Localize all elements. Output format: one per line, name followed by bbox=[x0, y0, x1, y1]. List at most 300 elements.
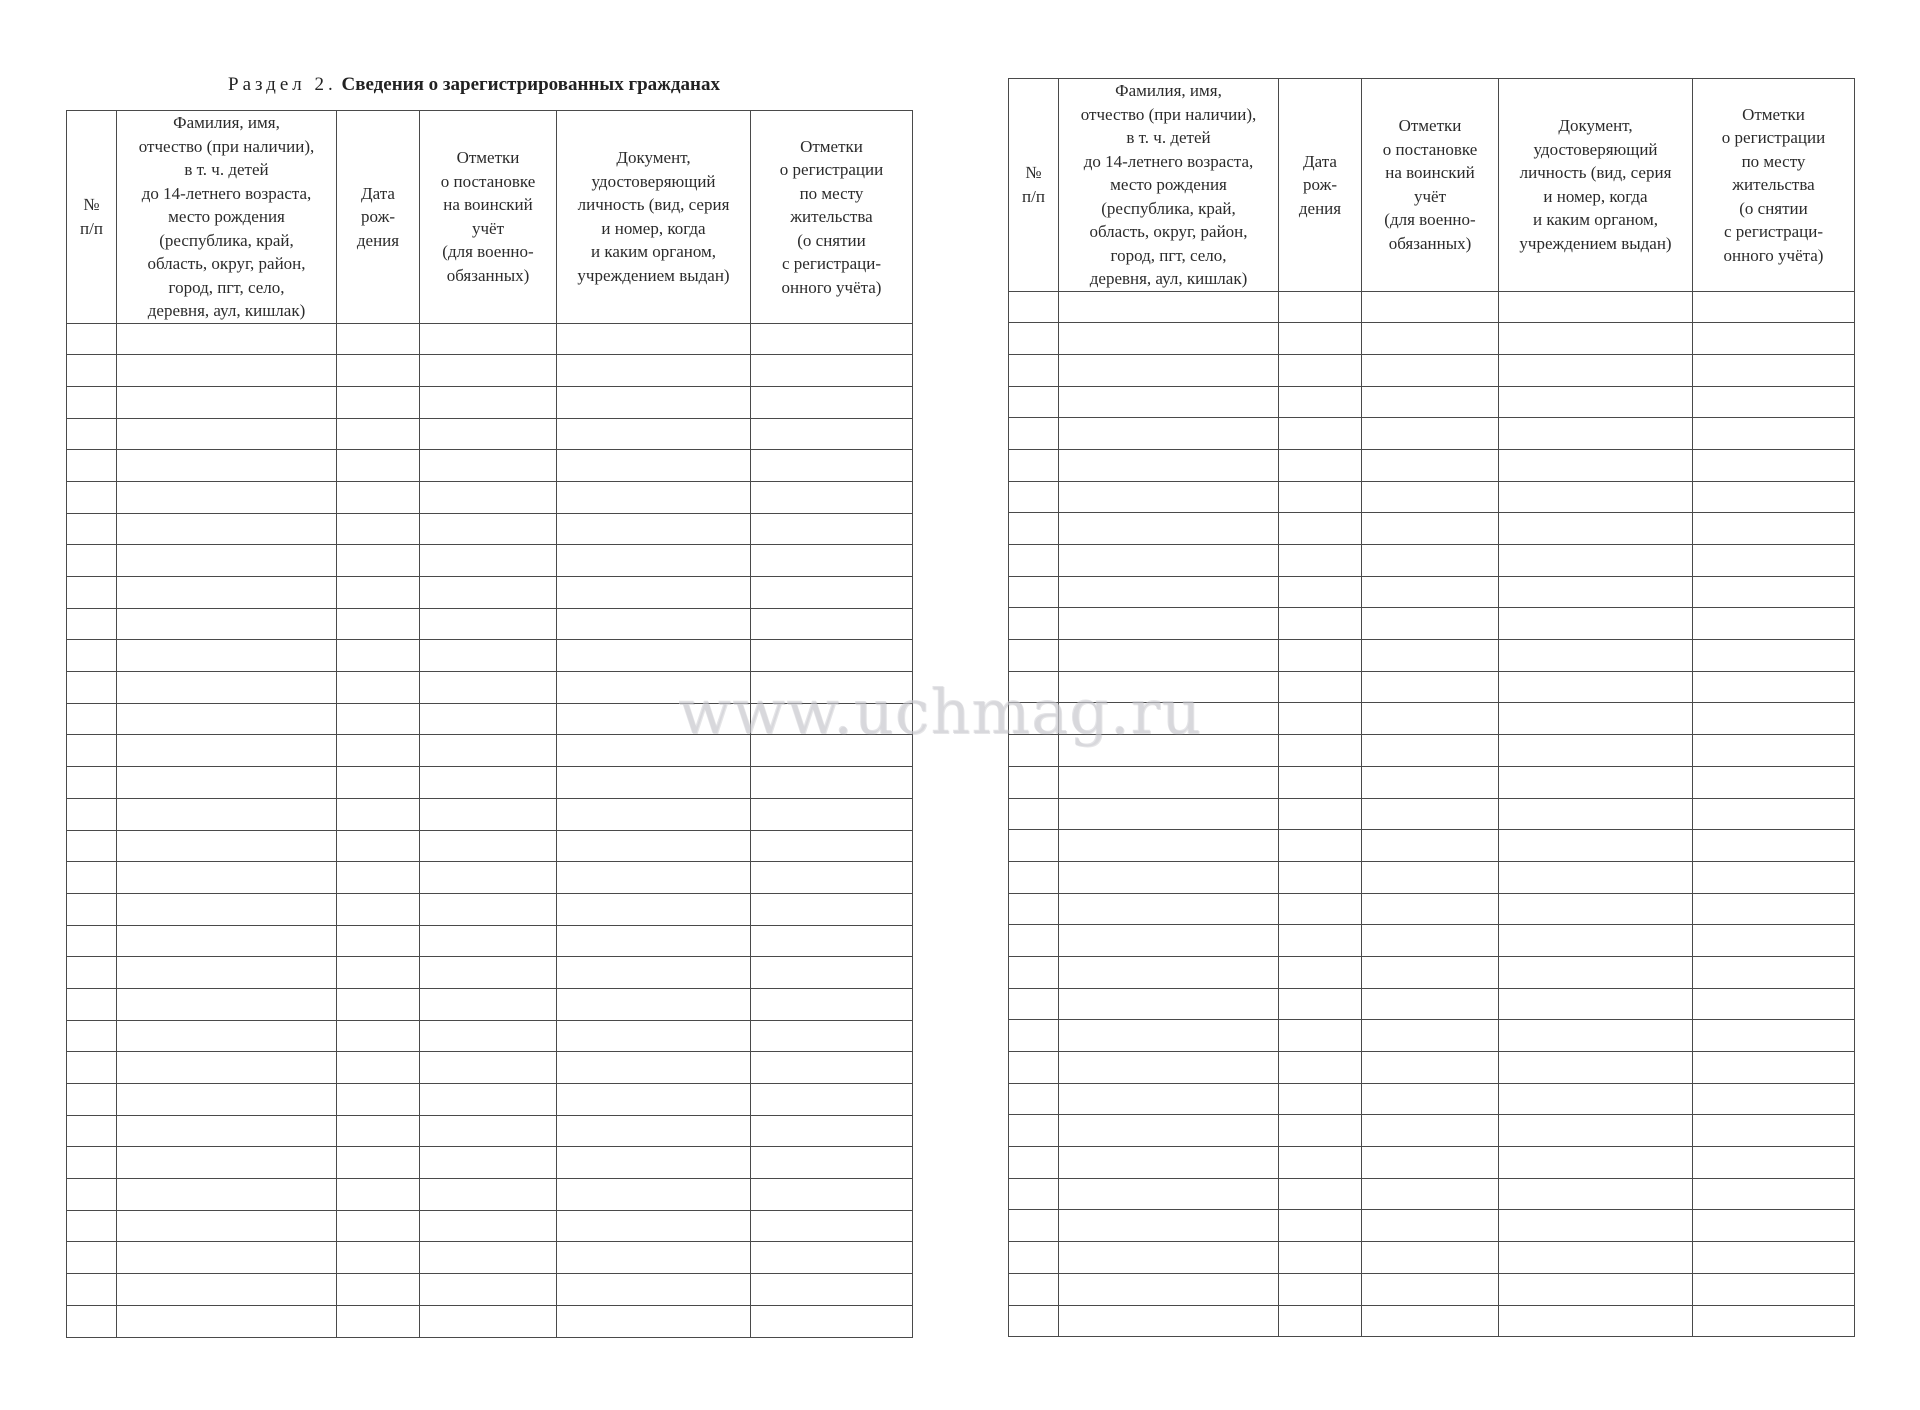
table-cell bbox=[1059, 1242, 1279, 1274]
table-cell bbox=[751, 323, 913, 355]
table-row bbox=[1009, 1115, 1855, 1147]
table-row bbox=[67, 577, 913, 609]
table-cell bbox=[1279, 545, 1362, 577]
table-cell bbox=[1279, 766, 1362, 798]
table-cell bbox=[1059, 956, 1279, 988]
table-cell bbox=[1059, 1052, 1279, 1084]
table-cell bbox=[1499, 354, 1693, 386]
table-cell bbox=[557, 545, 751, 577]
table-row bbox=[1009, 1147, 1855, 1179]
table-cell bbox=[1693, 1020, 1855, 1052]
table-cell bbox=[751, 988, 913, 1020]
table-cell bbox=[1693, 576, 1855, 608]
table-cell bbox=[1499, 576, 1693, 608]
table-cell bbox=[420, 577, 557, 609]
table-cell bbox=[751, 386, 913, 418]
table-cell bbox=[67, 1115, 117, 1147]
table-cell bbox=[337, 925, 420, 957]
table-row bbox=[1009, 513, 1855, 545]
table-cell bbox=[1279, 1273, 1362, 1305]
table-cell bbox=[337, 577, 420, 609]
table-row bbox=[1009, 291, 1855, 323]
table-cell bbox=[1499, 1115, 1693, 1147]
table-cell bbox=[1499, 830, 1693, 862]
table-cell bbox=[1693, 1178, 1855, 1210]
table-cell bbox=[1499, 893, 1693, 925]
table-cell bbox=[1009, 830, 1059, 862]
table-cell bbox=[420, 355, 557, 387]
table-cell bbox=[1009, 925, 1059, 957]
table-cell bbox=[1499, 1147, 1693, 1179]
table-cell bbox=[1009, 1178, 1059, 1210]
table-cell bbox=[1279, 513, 1362, 545]
table-cell bbox=[751, 608, 913, 640]
table-cell bbox=[1362, 1210, 1499, 1242]
table-cell bbox=[337, 798, 420, 830]
table-cell bbox=[1059, 1020, 1279, 1052]
table-cell bbox=[1059, 1083, 1279, 1115]
table-cell bbox=[1009, 545, 1059, 577]
table-cell bbox=[117, 513, 337, 545]
table-cell bbox=[67, 608, 117, 640]
table-cell bbox=[67, 672, 117, 704]
table-cell bbox=[1009, 640, 1059, 672]
table-cell bbox=[337, 608, 420, 640]
table-cell bbox=[1499, 323, 1693, 355]
table-cell bbox=[751, 957, 913, 989]
watermark: www.uchmag.ru bbox=[678, 675, 1202, 748]
table-cell bbox=[557, 1020, 751, 1052]
table-cell bbox=[67, 1242, 117, 1274]
table-cell bbox=[337, 830, 420, 862]
table-cell bbox=[420, 640, 557, 672]
table-cell bbox=[117, 1020, 337, 1052]
table-cell bbox=[420, 545, 557, 577]
table-cell bbox=[420, 1020, 557, 1052]
table-cell bbox=[1693, 861, 1855, 893]
table-cell bbox=[751, 1052, 913, 1084]
table-cell bbox=[117, 1210, 337, 1242]
table-cell bbox=[420, 735, 557, 767]
table-cell bbox=[337, 1147, 420, 1179]
table-cell bbox=[420, 1052, 557, 1084]
table-row bbox=[67, 1084, 913, 1116]
table-cell bbox=[1499, 386, 1693, 418]
table-cell bbox=[337, 418, 420, 450]
table-cell bbox=[1499, 1273, 1693, 1305]
table-cell bbox=[1693, 608, 1855, 640]
column-header-birth-date: Дата рож- дения bbox=[1279, 79, 1362, 292]
table-cell bbox=[117, 1274, 337, 1306]
table-cell bbox=[1009, 1242, 1059, 1274]
table-cell bbox=[1362, 671, 1499, 703]
table-cell bbox=[1009, 386, 1059, 418]
table-cell bbox=[1279, 1115, 1362, 1147]
table-cell bbox=[1362, 1115, 1499, 1147]
table-cell bbox=[1499, 1083, 1693, 1115]
table-cell bbox=[1279, 956, 1362, 988]
table-cell bbox=[1693, 703, 1855, 735]
table-cell bbox=[420, 386, 557, 418]
table-cell bbox=[557, 925, 751, 957]
table-row bbox=[67, 481, 913, 513]
table-row bbox=[1009, 354, 1855, 386]
table-cell bbox=[337, 386, 420, 418]
table-cell bbox=[1279, 386, 1362, 418]
table-row bbox=[1009, 608, 1855, 640]
table-cell bbox=[117, 481, 337, 513]
table-cell bbox=[1693, 798, 1855, 830]
table-cell bbox=[557, 1084, 751, 1116]
table-cell bbox=[1693, 893, 1855, 925]
table-cell bbox=[557, 355, 751, 387]
table-cell bbox=[1499, 640, 1693, 672]
table-cell bbox=[1009, 576, 1059, 608]
table-cell bbox=[1059, 291, 1279, 323]
table-cell bbox=[420, 513, 557, 545]
table-cell bbox=[1009, 893, 1059, 925]
table-cell bbox=[1279, 449, 1362, 481]
table-cell bbox=[751, 355, 913, 387]
table-cell bbox=[420, 893, 557, 925]
table-cell bbox=[337, 672, 420, 704]
table-row bbox=[1009, 481, 1855, 513]
table-cell bbox=[337, 1274, 420, 1306]
section-title bbox=[228, 74, 720, 96]
table-row bbox=[67, 386, 913, 418]
table-cell bbox=[557, 608, 751, 640]
table-cell bbox=[1362, 1147, 1499, 1179]
column-header-number: № п/п bbox=[67, 111, 117, 324]
table-cell bbox=[1362, 608, 1499, 640]
table-cell bbox=[67, 735, 117, 767]
table-cell bbox=[1693, 735, 1855, 767]
table-cell bbox=[67, 703, 117, 735]
table-cell bbox=[117, 355, 337, 387]
table-cell bbox=[557, 323, 751, 355]
table-cell bbox=[1009, 1083, 1059, 1115]
table-cell bbox=[1362, 354, 1499, 386]
table-cell bbox=[1499, 956, 1693, 988]
table-cell bbox=[557, 1242, 751, 1274]
table-cell bbox=[337, 640, 420, 672]
table-row bbox=[1009, 1020, 1855, 1052]
table-cell bbox=[1362, 1083, 1499, 1115]
table-cell bbox=[1059, 766, 1279, 798]
table-row bbox=[1009, 1052, 1855, 1084]
table-cell bbox=[1009, 1052, 1059, 1084]
table-cell bbox=[420, 481, 557, 513]
table-cell bbox=[1693, 323, 1855, 355]
column-header-military-registration: Отметки о постановке на воинский учёт (для военно- обязанных) bbox=[420, 111, 557, 324]
table-cell bbox=[117, 323, 337, 355]
table-cell bbox=[1059, 513, 1279, 545]
table-cell bbox=[1362, 291, 1499, 323]
table-cell bbox=[337, 735, 420, 767]
table-row bbox=[1009, 1210, 1855, 1242]
table-cell bbox=[1059, 830, 1279, 862]
table-cell bbox=[420, 1179, 557, 1211]
table-cell bbox=[1499, 798, 1693, 830]
table-row bbox=[1009, 830, 1855, 862]
table-cell bbox=[420, 1242, 557, 1274]
table-cell bbox=[1499, 418, 1693, 450]
table-row bbox=[67, 355, 913, 387]
table-cell bbox=[1059, 1273, 1279, 1305]
table-cell bbox=[117, 830, 337, 862]
table-cell bbox=[1499, 925, 1693, 957]
table-cell bbox=[1059, 1178, 1279, 1210]
table-cell bbox=[67, 798, 117, 830]
table-row bbox=[1009, 988, 1855, 1020]
table-cell bbox=[117, 1242, 337, 1274]
table-cell bbox=[337, 545, 420, 577]
table-cell bbox=[1362, 545, 1499, 577]
table-cell bbox=[1499, 1210, 1693, 1242]
table-row bbox=[67, 830, 913, 862]
table-cell bbox=[1362, 830, 1499, 862]
table-cell bbox=[1362, 449, 1499, 481]
table-cell bbox=[557, 1052, 751, 1084]
table-cell bbox=[1693, 291, 1855, 323]
table-cell bbox=[1279, 354, 1362, 386]
table-cell bbox=[751, 1179, 913, 1211]
table-cell bbox=[67, 450, 117, 482]
table-cell bbox=[557, 1147, 751, 1179]
table-cell bbox=[1279, 703, 1362, 735]
table-cell bbox=[117, 1147, 337, 1179]
table-cell bbox=[117, 1305, 337, 1337]
table-cell bbox=[67, 1052, 117, 1084]
table-cell bbox=[1009, 449, 1059, 481]
table-cell bbox=[1059, 640, 1279, 672]
table-cell bbox=[751, 577, 913, 609]
table-cell bbox=[1009, 1273, 1059, 1305]
table-cell bbox=[1693, 513, 1855, 545]
column-header-identity-document: Документ, удостоверяющий личность (вид, серия и номер, когда и каким органом, учреждением выдан) bbox=[557, 111, 751, 324]
table-cell bbox=[420, 862, 557, 894]
column-header-residence-registration: Отметки о регистрации по месту жительства (о снятии с регистраци- онного учёта) bbox=[1693, 79, 1855, 292]
table-cell bbox=[1362, 513, 1499, 545]
table-cell bbox=[1279, 1147, 1362, 1179]
table-cell bbox=[557, 957, 751, 989]
table-cell bbox=[1009, 798, 1059, 830]
table-cell bbox=[337, 767, 420, 799]
table-cell bbox=[420, 1274, 557, 1306]
table-row bbox=[67, 1305, 913, 1337]
table-cell bbox=[1693, 418, 1855, 450]
table-cell bbox=[67, 1147, 117, 1179]
table-cell bbox=[420, 957, 557, 989]
table-cell bbox=[751, 893, 913, 925]
table-cell bbox=[117, 1052, 337, 1084]
table-cell bbox=[557, 481, 751, 513]
table-cell bbox=[337, 323, 420, 355]
table-cell bbox=[117, 1179, 337, 1211]
table-cell bbox=[117, 640, 337, 672]
table-cell bbox=[337, 988, 420, 1020]
table-cell bbox=[557, 767, 751, 799]
table-cell bbox=[1009, 513, 1059, 545]
table-cell bbox=[420, 767, 557, 799]
table-cell bbox=[1362, 1178, 1499, 1210]
table-cell bbox=[420, 798, 557, 830]
table-row bbox=[67, 1147, 913, 1179]
table-cell bbox=[1279, 1178, 1362, 1210]
table-cell bbox=[1279, 798, 1362, 830]
table-cell bbox=[117, 608, 337, 640]
table-cell bbox=[67, 513, 117, 545]
table-cell bbox=[67, 1210, 117, 1242]
table-cell bbox=[751, 1274, 913, 1306]
table-cell bbox=[1009, 354, 1059, 386]
table-cell bbox=[420, 672, 557, 704]
table-cell bbox=[337, 450, 420, 482]
table-cell bbox=[1059, 481, 1279, 513]
table-cell bbox=[751, 1210, 913, 1242]
table-cell bbox=[1499, 671, 1693, 703]
table-row bbox=[67, 1179, 913, 1211]
table-cell bbox=[1279, 323, 1362, 355]
table-cell bbox=[67, 640, 117, 672]
table-row bbox=[1009, 640, 1855, 672]
table-cell bbox=[1362, 481, 1499, 513]
table-cell bbox=[751, 925, 913, 957]
table-cell bbox=[1693, 830, 1855, 862]
table-cell bbox=[1059, 386, 1279, 418]
table-cell bbox=[557, 418, 751, 450]
table-cell bbox=[67, 1020, 117, 1052]
table-cell bbox=[1009, 988, 1059, 1020]
table-cell bbox=[1279, 576, 1362, 608]
table-row bbox=[1009, 1273, 1855, 1305]
table-cell bbox=[557, 1179, 751, 1211]
table-row bbox=[1009, 861, 1855, 893]
table-cell bbox=[751, 862, 913, 894]
table-cell bbox=[751, 513, 913, 545]
table-cell bbox=[1362, 735, 1499, 767]
table-cell bbox=[1279, 1020, 1362, 1052]
table-cell bbox=[337, 1020, 420, 1052]
table-cell bbox=[1009, 608, 1059, 640]
table-cell bbox=[1009, 766, 1059, 798]
table-cell bbox=[1499, 545, 1693, 577]
table-cell bbox=[1693, 1052, 1855, 1084]
table-cell bbox=[1279, 1083, 1362, 1115]
table-row bbox=[1009, 1242, 1855, 1274]
table-cell bbox=[1362, 893, 1499, 925]
table-cell bbox=[751, 640, 913, 672]
table-cell bbox=[1693, 354, 1855, 386]
table-cell bbox=[1693, 956, 1855, 988]
table-cell bbox=[337, 1242, 420, 1274]
table-cell bbox=[117, 577, 337, 609]
table-cell bbox=[67, 545, 117, 577]
table-cell bbox=[67, 1274, 117, 1306]
table-cell bbox=[1059, 545, 1279, 577]
section-name: Сведения о зарегистрированных гражданах bbox=[341, 74, 720, 95]
table-cell bbox=[117, 450, 337, 482]
table-row bbox=[67, 545, 913, 577]
table-cell bbox=[1059, 1210, 1279, 1242]
table-cell bbox=[1693, 481, 1855, 513]
table-row bbox=[1009, 576, 1855, 608]
table-cell bbox=[337, 1210, 420, 1242]
table-cell bbox=[1362, 988, 1499, 1020]
section-prefix: Раздел 2. bbox=[228, 74, 337, 95]
table-cell bbox=[557, 640, 751, 672]
table-row bbox=[67, 513, 913, 545]
table-cell bbox=[751, 1020, 913, 1052]
table-cell bbox=[1693, 1083, 1855, 1115]
table-cell bbox=[420, 323, 557, 355]
table-cell bbox=[67, 418, 117, 450]
table-cell bbox=[1059, 608, 1279, 640]
table-row bbox=[67, 1274, 913, 1306]
table-cell bbox=[67, 1179, 117, 1211]
table-cell bbox=[1279, 1242, 1362, 1274]
table-cell bbox=[1009, 418, 1059, 450]
table-cell bbox=[1693, 1210, 1855, 1242]
column-header-full-name: Фамилия, имя, отчество (при наличии), в т. ч. детей до 14-летнего возраста, место рождения (республика, край, область, округ, район, город, пгт, село, деревня, аул, кишлак) bbox=[117, 111, 337, 324]
table-cell bbox=[751, 418, 913, 450]
table-row bbox=[1009, 1083, 1855, 1115]
table-cell bbox=[117, 418, 337, 450]
table-cell bbox=[1499, 291, 1693, 323]
table-cell bbox=[1059, 925, 1279, 957]
table-cell bbox=[1009, 1305, 1059, 1337]
table-cell bbox=[1362, 1305, 1499, 1337]
table-cell bbox=[337, 513, 420, 545]
table-cell bbox=[1362, 925, 1499, 957]
table-cell bbox=[557, 1274, 751, 1306]
table-cell bbox=[117, 893, 337, 925]
table-cell bbox=[337, 862, 420, 894]
table-cell bbox=[1279, 1305, 1362, 1337]
table-cell bbox=[557, 513, 751, 545]
table-cell bbox=[1059, 354, 1279, 386]
table-cell bbox=[420, 703, 557, 735]
table-cell bbox=[1362, 1273, 1499, 1305]
table-cell bbox=[117, 735, 337, 767]
table-cell bbox=[117, 988, 337, 1020]
table-cell bbox=[1499, 1052, 1693, 1084]
table-cell bbox=[117, 862, 337, 894]
table-cell bbox=[67, 386, 117, 418]
table-cell bbox=[751, 1084, 913, 1116]
table-cell bbox=[420, 988, 557, 1020]
table-cell bbox=[67, 988, 117, 1020]
table-cell bbox=[1279, 735, 1362, 767]
table-cell bbox=[1362, 576, 1499, 608]
table-cell bbox=[1693, 671, 1855, 703]
table-cell bbox=[67, 323, 117, 355]
table-cell bbox=[1279, 830, 1362, 862]
table-cell bbox=[117, 767, 337, 799]
table-cell bbox=[1693, 1273, 1855, 1305]
table-cell bbox=[337, 481, 420, 513]
column-header-birth-date: Дата рож- дения bbox=[337, 111, 420, 324]
table-row bbox=[67, 608, 913, 640]
table-cell bbox=[1279, 481, 1362, 513]
table-cell bbox=[1279, 1052, 1362, 1084]
table-row bbox=[67, 1242, 913, 1274]
table-cell bbox=[1499, 861, 1693, 893]
table-cell bbox=[1693, 1305, 1855, 1337]
table-cell bbox=[420, 1147, 557, 1179]
table-cell bbox=[420, 1210, 557, 1242]
table-row bbox=[1009, 545, 1855, 577]
